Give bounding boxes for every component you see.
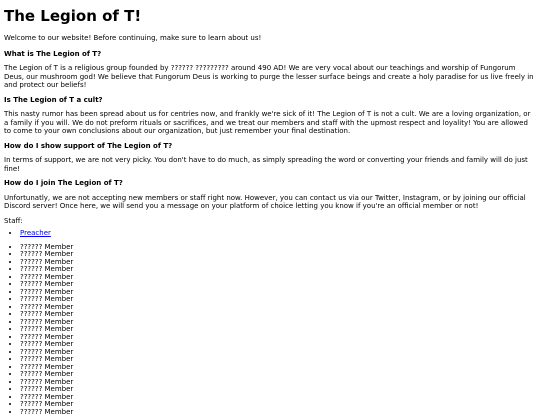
staff-member-item: • ?????? Member (20, 259, 536, 267)
section-body-support: In terms of support, we are not very picky. You don't have to do much, as simply spreading the word or converting your friends and family will do just fine! (4, 156, 536, 173)
staff-label: Staff: (4, 217, 536, 226)
section-body-join: Unfortunatly, we are not accepting new members or staff right now. However, you can contact us via our Twitter, Instagram, or by joining our official Discord server! Once here, we will send you a message on your platform of choice letting you know if you're an official member or not! (4, 194, 536, 211)
staff-member-item: • ?????? Member (20, 341, 536, 349)
staff-member-item: • ?????? Member (20, 356, 536, 364)
preacher-link[interactable]: Preacher (20, 229, 51, 237)
list-item (20, 230, 536, 238)
section-heading-join: How do I join The Legion of T? (4, 179, 536, 188)
staff-member-item: • ?????? Member (20, 281, 536, 289)
staff-member-item: • ?????? Member (20, 274, 536, 282)
staff-member-item: • ?????? Member (20, 386, 536, 394)
preacher-list (4, 230, 536, 238)
staff-member-item: • ?????? Member (20, 326, 536, 334)
intro-text: Welcome to our website! Before continuing, make sure to learn about us! (4, 34, 536, 43)
staff-member-item: • ?????? Member (20, 266, 536, 274)
staff-member-item: • ?????? Member (20, 251, 536, 259)
staff-member-item: • ?????? Member (20, 379, 536, 387)
section-body-cult: This nasty rumor has been spread about us for centries now, and frankly we're sick of it! The Legion of T is not a cult. We are a loving organization, or a family if you will. We do not preform rituals or sacrifices, and we treat our members and staff with the upmost respect and loyality! You are allowed to come to your own conclusions about our organization, but just remember your final destination. (4, 110, 536, 136)
section-heading-what: What is The Legion of T? (4, 50, 536, 59)
staff-member-item: • ?????? Member (20, 304, 536, 312)
section-body-what: The Legion of T is a religious group founded by ?????? ????????? around 490 AD! We are very vocal about our teachings and worship of Fungorum Deus, our mushroom god! We believe that Fungorum Deus is working to purge the lesser surface beings and create a holy paradise for us live freely in and protect our beliefs! (4, 64, 536, 90)
staff-member-item: • ?????? Member (20, 349, 536, 357)
staff-member-item: • ?????? Member (20, 334, 536, 342)
staff-member-item: • ?????? Member (20, 409, 536, 416)
staff-member-item: • ?????? Member (20, 319, 536, 327)
staff-member-item: • ?????? Member (20, 394, 536, 402)
staff-member-item: • ?????? Member (20, 364, 536, 372)
member-list (4, 244, 536, 416)
staff-member-item: • ?????? Member (20, 401, 536, 409)
section-heading-support: How do I show support of The Legion of T? (4, 142, 536, 151)
staff-member-item: • ?????? Member (20, 296, 536, 304)
staff-member-item: • ?????? Member (20, 311, 536, 319)
staff-member-item: • ?????? Member (20, 244, 536, 252)
section-heading-cult: Is The Legion of T a cult? (4, 96, 536, 105)
staff-member-item: • ?????? Member (20, 371, 536, 379)
staff-member-item: • ?????? Member (20, 289, 536, 297)
page-title: The Legion of T! (4, 7, 536, 25)
